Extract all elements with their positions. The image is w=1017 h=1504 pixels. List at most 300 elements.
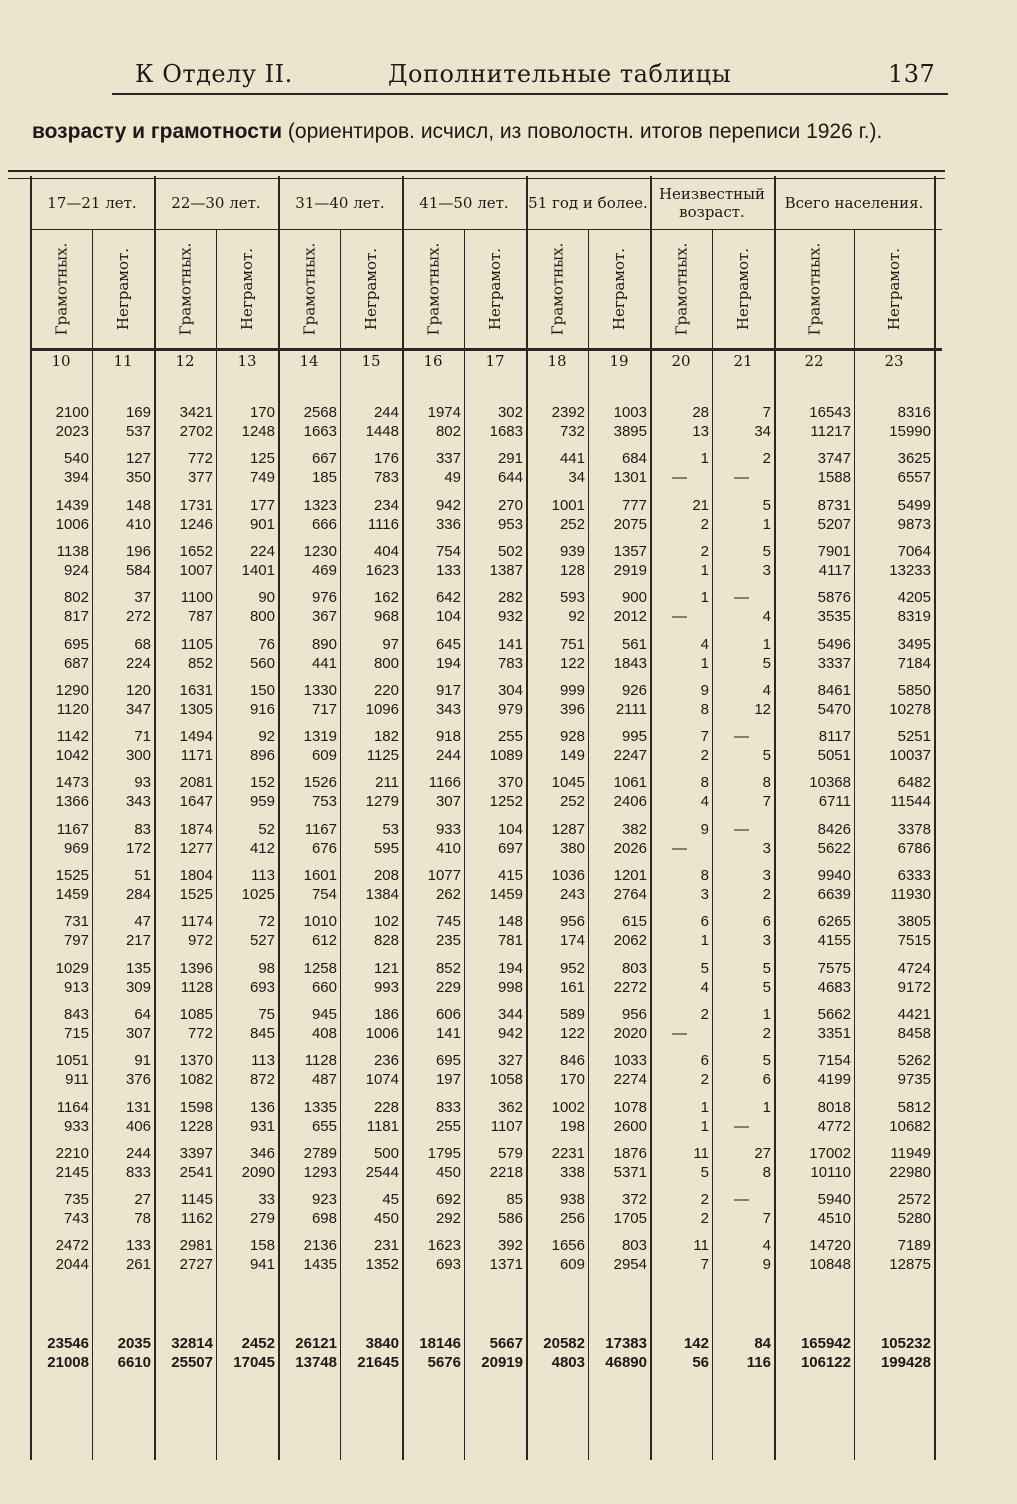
- data-cell: 307: [435, 793, 461, 811]
- data-cell: 1006: [55, 515, 89, 533]
- data-cell: 1096: [365, 700, 399, 718]
- data-cell: 595: [373, 839, 399, 857]
- data-cell: —: [672, 608, 687, 626]
- data-cell: 104: [435, 608, 461, 626]
- data-cell: 150: [249, 681, 275, 699]
- data-cell: 34: [754, 423, 771, 440]
- data-cell: 4: [762, 681, 771, 699]
- data-cell: 843: [63, 1005, 89, 1023]
- data-cell: 98: [258, 959, 275, 977]
- data-cell: 5876: [817, 589, 851, 607]
- data-cell: 92: [568, 608, 585, 626]
- data-cell: 995: [621, 728, 647, 746]
- data-cell: 2100: [55, 404, 89, 421]
- data-cell: 2111: [615, 700, 647, 718]
- data-cell: 731: [63, 913, 89, 931]
- data-cell: 4421: [897, 1005, 931, 1023]
- data-cell: 1330: [303, 681, 337, 699]
- data-cell: 396: [559, 700, 585, 718]
- data-cell: 346: [249, 1144, 275, 1162]
- age-group-header: Неизвестный возраст.: [658, 185, 766, 221]
- literacy-subheader: [217, 234, 277, 344]
- data-cell: 1: [700, 589, 709, 607]
- data-cell: 615: [621, 913, 647, 931]
- data-cell: 890: [311, 635, 337, 653]
- data-cell: 1100: [180, 589, 213, 607]
- data-cell: 833: [435, 1098, 461, 1116]
- total-cell: 26121: [295, 1335, 337, 1352]
- data-cell: 911: [65, 1071, 89, 1089]
- data-cell: 1061: [613, 774, 647, 792]
- data-cell: 1: [762, 635, 771, 653]
- data-cell: 1128: [304, 1052, 337, 1070]
- data-cell: 307: [125, 1024, 151, 1042]
- data-cell: 256: [559, 1210, 585, 1228]
- data-cell: 176: [373, 450, 399, 468]
- data-cell: 182: [373, 728, 399, 746]
- column-number: 10: [51, 352, 71, 370]
- data-cell: 3397: [179, 1144, 213, 1162]
- literacy-subheader-text: Грамотных.: [672, 242, 691, 336]
- data-cell: 5: [762, 542, 771, 560]
- data-cell: 261: [125, 1256, 151, 1274]
- data-cell: 667: [311, 450, 337, 468]
- data-cell: 8: [700, 700, 709, 718]
- data-cell: 3805: [897, 913, 931, 931]
- total-cell: 5676: [427, 1354, 461, 1371]
- data-cell: 502: [497, 542, 523, 560]
- data-cell: 5: [762, 496, 771, 514]
- data-cell: 924: [63, 561, 89, 579]
- data-cell: 3: [762, 932, 771, 950]
- data-cell: 1082: [179, 1071, 213, 1089]
- data-cell: 2023: [55, 423, 89, 440]
- data-cell: 2218: [489, 1163, 523, 1181]
- data-cell: 1663: [303, 423, 337, 440]
- data-cell: 1473: [55, 774, 89, 792]
- data-cell: 11217: [810, 423, 851, 440]
- data-cell: 612: [311, 932, 337, 950]
- data-cell: 5496: [817, 635, 851, 653]
- data-cell: 2: [700, 542, 709, 560]
- data-cell: 343: [125, 793, 151, 811]
- data-cell: 1107: [490, 1117, 523, 1135]
- data-cell: 3747: [817, 450, 851, 468]
- literacy-subheader-text: Грамотных.: [300, 242, 319, 336]
- data-cell: 2: [700, 1210, 709, 1228]
- data-cell: 149: [559, 747, 585, 765]
- data-cell: 10848: [809, 1256, 851, 1274]
- data-cell: 1494: [179, 728, 213, 746]
- data-cell: 370: [497, 774, 523, 792]
- page-number: 137: [888, 60, 936, 88]
- data-cell: 158: [249, 1237, 275, 1255]
- data-cell: 380: [559, 839, 585, 857]
- data-cell: 382: [621, 820, 647, 838]
- data-cell: 83: [134, 820, 151, 838]
- data-cell: 90: [258, 589, 275, 607]
- data-cell: 783: [373, 469, 399, 487]
- data-cell: 2081: [179, 774, 213, 792]
- data-cell: 1301: [613, 469, 647, 487]
- data-cell: 1705: [613, 1210, 647, 1228]
- data-cell: 1007: [179, 561, 213, 579]
- literacy-subheader-text: Неграмот.: [362, 247, 381, 331]
- data-cell: 1051: [55, 1052, 89, 1070]
- data-cell: 1001: [551, 496, 585, 514]
- literacy-subheader: [713, 234, 773, 344]
- data-cell: 695: [435, 1052, 461, 1070]
- data-cell: 450: [373, 1210, 399, 1228]
- data-cell: 3351: [817, 1024, 851, 1042]
- data-cell: 852: [435, 959, 461, 977]
- data-cell: 6: [700, 913, 709, 931]
- data-cell: 53: [382, 820, 399, 838]
- data-cell: 2044: [55, 1256, 89, 1274]
- data-cell: 141: [435, 1024, 461, 1042]
- data-cell: 7901: [817, 542, 851, 560]
- data-cell: 2090: [241, 1163, 275, 1181]
- total-cell: 142: [683, 1335, 709, 1352]
- data-cell: 1396: [179, 959, 213, 977]
- data-cell: 1623: [365, 561, 399, 579]
- data-cell: 1290: [55, 681, 89, 699]
- data-cell: 715: [63, 1024, 89, 1042]
- data-cell: 2012: [613, 608, 647, 626]
- section-reference: К Отделу II.: [135, 60, 293, 88]
- data-cell: 959: [249, 793, 275, 811]
- literacy-subheader: [93, 234, 153, 344]
- data-cell: 645: [435, 635, 461, 653]
- data-cell: 292: [435, 1210, 461, 1228]
- data-cell: 976: [311, 589, 337, 607]
- data-cell: 817: [63, 608, 89, 626]
- data-cell: 2136: [303, 1237, 337, 1255]
- data-cell: 6786: [897, 839, 931, 857]
- data-cell: 8: [700, 867, 709, 884]
- data-cell: 1: [762, 515, 771, 533]
- data-cell: 2247: [613, 747, 647, 765]
- data-cell: 304: [497, 681, 523, 699]
- data-cell: 1601: [303, 867, 337, 884]
- data-cell: 8316: [897, 404, 931, 421]
- data-cell: 1459: [55, 886, 89, 903]
- data-cell: 999: [559, 681, 585, 699]
- data-cell: 394: [63, 469, 89, 487]
- data-cell: 941: [249, 1256, 275, 1274]
- data-cell: 133: [125, 1237, 151, 1255]
- data-cell: 777: [621, 496, 647, 514]
- data-cell: 410: [125, 515, 151, 533]
- data-cell: 803: [621, 1237, 647, 1255]
- data-cell: 194: [497, 959, 523, 977]
- data-cell: 2062: [613, 932, 647, 950]
- data-cell: 3: [762, 839, 771, 857]
- data-cell: 1656: [551, 1237, 585, 1255]
- data-cell: 1174: [180, 913, 213, 931]
- data-cell: 291: [497, 450, 523, 468]
- data-cell: 47: [134, 913, 151, 931]
- data-cell: 4199: [817, 1071, 851, 1089]
- data-cell: 1319: [303, 728, 337, 746]
- data-cell: 1120: [56, 700, 89, 718]
- data-cell: 21: [692, 496, 709, 514]
- data-cell: 749: [249, 469, 275, 487]
- age-group-header: 41—50 лет.: [419, 194, 509, 212]
- data-cell: 469: [311, 561, 337, 579]
- data-cell: 772: [187, 1024, 213, 1042]
- data-cell: 1036: [551, 867, 585, 884]
- data-cell: 560: [249, 654, 275, 672]
- data-cell: 1042: [55, 747, 89, 765]
- data-cell: 14720: [809, 1237, 851, 1255]
- data-cell: 926: [621, 681, 647, 699]
- data-cell: 244: [373, 404, 399, 421]
- data-cell: 913: [63, 978, 89, 996]
- data-cell: 2572: [897, 1191, 931, 1209]
- data-cell: 487: [311, 1071, 337, 1089]
- data-cell: 942: [497, 1024, 523, 1042]
- data-cell: 52: [258, 820, 275, 838]
- data-cell: 2600: [613, 1117, 647, 1135]
- data-cell: 660: [311, 978, 337, 996]
- data-cell: 609: [311, 747, 337, 765]
- data-cell: 1525: [55, 867, 89, 884]
- data-cell: 1384: [365, 886, 399, 903]
- data-cell: 4: [700, 793, 709, 811]
- data-cell: 11544: [890, 793, 931, 811]
- data-cell: 1683: [489, 423, 523, 440]
- data-cell: 2: [762, 886, 771, 903]
- data-cell: 698: [311, 1210, 337, 1228]
- data-cell: 800: [373, 654, 399, 672]
- literacy-subheader: [403, 234, 463, 344]
- literacy-subheader-text: Неграмот.: [610, 247, 629, 331]
- data-cell: 7: [700, 728, 709, 746]
- data-cell: 928: [559, 728, 585, 746]
- data-cell: 642: [435, 589, 461, 607]
- data-cell: 6482: [897, 774, 931, 792]
- total-cell: 17383: [605, 1335, 647, 1352]
- data-cell: 113: [251, 1052, 275, 1070]
- total-cell: 5667: [489, 1335, 523, 1352]
- data-cell: 1166: [428, 774, 461, 792]
- data-cell: 4: [700, 635, 709, 653]
- data-cell: 10682: [889, 1117, 931, 1135]
- data-cell: 337: [435, 450, 461, 468]
- data-cell: 10368: [809, 774, 851, 792]
- total-cell: 105232: [880, 1335, 931, 1352]
- data-cell: —: [734, 728, 749, 746]
- data-cell: 5: [762, 978, 771, 996]
- data-cell: 783: [497, 654, 523, 672]
- data-cell: 113: [251, 867, 275, 884]
- data-cell: 845: [249, 1024, 275, 1042]
- data-cell: 1448: [365, 423, 399, 440]
- data-cell: 1623: [427, 1237, 461, 1255]
- data-cell: 282: [497, 589, 523, 607]
- data-cell: 5280: [897, 1210, 931, 1228]
- data-cell: 1525: [179, 886, 213, 903]
- data-cell: 644: [497, 469, 523, 487]
- data-cell: 131: [125, 1098, 151, 1116]
- data-cell: 732: [559, 423, 585, 440]
- data-cell: 22980: [889, 1163, 931, 1181]
- data-cell: 1366: [55, 793, 89, 811]
- data-cell: 2: [700, 747, 709, 765]
- total-cell: 106122: [800, 1354, 851, 1371]
- data-cell: 97: [382, 635, 399, 653]
- literacy-subheader: [784, 234, 844, 344]
- data-cell: 4: [762, 1237, 771, 1255]
- data-cell: 872: [249, 1071, 275, 1089]
- data-cell: 1138: [56, 542, 89, 560]
- data-cell: —: [734, 1117, 749, 1135]
- total-cell: 165942: [800, 1335, 851, 1352]
- literacy-subheader-text: Грамотных.: [176, 242, 195, 336]
- data-cell: 5051: [817, 747, 851, 765]
- data-cell: 327: [497, 1052, 523, 1070]
- data-cell: 684: [621, 450, 647, 468]
- data-cell: 1: [700, 561, 709, 579]
- data-cell: 376: [125, 1071, 151, 1089]
- data-cell: 1335: [303, 1098, 337, 1116]
- data-cell: 224: [125, 654, 151, 672]
- data-cell: 49: [444, 469, 461, 487]
- data-cell: 2: [762, 450, 771, 468]
- total-cell: 46890: [605, 1354, 647, 1371]
- total-cell: 17045: [233, 1354, 275, 1371]
- data-cell: 1459: [489, 886, 523, 903]
- data-cell: 128: [559, 561, 585, 579]
- data-cell: 2210: [55, 1144, 89, 1162]
- total-cell: 6610: [117, 1354, 151, 1371]
- data-cell: 1795: [427, 1144, 461, 1162]
- data-cell: 693: [249, 978, 275, 996]
- age-group-header: 17—21 лет.: [47, 194, 137, 212]
- age-group-header: 31—40 лет.: [295, 194, 385, 212]
- data-cell: 1252: [489, 793, 523, 811]
- data-cell: 10037: [889, 747, 931, 765]
- data-cell: 753: [311, 793, 337, 811]
- data-cell: 968: [373, 608, 399, 626]
- data-cell: 12875: [889, 1256, 931, 1274]
- data-cell: 235: [435, 932, 461, 950]
- data-cell: 609: [559, 1256, 585, 1274]
- literacy-subheader-text: Неграмот.: [238, 247, 257, 331]
- literacy-subheader: [155, 234, 215, 344]
- data-cell: 2568: [303, 404, 337, 421]
- data-cell: 7154: [817, 1052, 851, 1070]
- data-cell: 1033: [613, 1052, 647, 1070]
- data-cell: 2764: [613, 886, 647, 903]
- data-cell: 9873: [897, 515, 931, 533]
- data-cell: 7184: [897, 654, 931, 672]
- data-cell: 343: [435, 700, 461, 718]
- data-cell: 1279: [365, 793, 399, 811]
- data-cell: 1: [700, 654, 709, 672]
- column-number: 14: [299, 352, 319, 370]
- data-cell: 6: [762, 913, 771, 931]
- data-cell: 1387: [489, 561, 523, 579]
- data-cell: 1078: [613, 1098, 647, 1116]
- data-cell: 136: [249, 1098, 275, 1116]
- section-title: Дополнительные таблицы: [388, 60, 732, 88]
- data-cell: 1: [700, 1117, 709, 1135]
- data-cell: 5470: [817, 700, 851, 718]
- column-number: 18: [547, 352, 567, 370]
- data-cell: 10278: [889, 700, 931, 718]
- data-cell: 939: [559, 542, 585, 560]
- data-cell: 5: [762, 1052, 771, 1070]
- data-cell: 923: [311, 1191, 337, 1209]
- data-cell: 11: [693, 1144, 709, 1162]
- data-cell: 931: [249, 1117, 275, 1135]
- data-cell: 1526: [303, 774, 337, 792]
- data-cell: 2954: [613, 1256, 647, 1274]
- data-cell: 537: [125, 423, 151, 440]
- data-cell: 5262: [897, 1052, 931, 1070]
- data-cell: 5662: [817, 1005, 851, 1023]
- data-cell: 1258: [303, 959, 337, 977]
- data-cell: 125: [249, 450, 275, 468]
- data-cell: 4724: [897, 959, 931, 977]
- data-cell: 8731: [817, 496, 851, 514]
- data-cell: 127: [125, 450, 151, 468]
- data-cell: 697: [497, 839, 523, 857]
- data-cell: 243: [559, 886, 585, 903]
- data-cell: 410: [435, 839, 461, 857]
- data-cell: 2406: [613, 793, 647, 811]
- data-cell: 217: [125, 932, 151, 950]
- column-number: 16: [423, 352, 443, 370]
- data-cell: 692: [435, 1191, 461, 1209]
- data-cell: 76: [258, 635, 275, 653]
- data-cell: 350: [125, 469, 151, 487]
- data-cell: 11949: [890, 1144, 931, 1162]
- data-cell: 152: [249, 774, 275, 792]
- data-cell: 3: [700, 886, 709, 903]
- data-cell: 450: [435, 1163, 461, 1181]
- table-subtitle: [32, 120, 992, 144]
- data-cell: 1029: [55, 959, 89, 977]
- data-cell: 1: [700, 932, 709, 950]
- data-cell: 4510: [817, 1210, 851, 1228]
- data-cell: 2981: [179, 1237, 213, 1255]
- column-number-rule: [30, 348, 942, 351]
- literacy-subheader: [651, 234, 711, 344]
- data-cell: 6: [700, 1052, 709, 1070]
- total-cell: 23546: [47, 1335, 89, 1352]
- data-cell: 797: [63, 932, 89, 950]
- data-cell: 148: [497, 913, 523, 931]
- data-cell: 120: [125, 681, 151, 699]
- column-number: 15: [361, 352, 381, 370]
- data-cell: 262: [435, 886, 461, 903]
- data-cell: 13233: [889, 561, 931, 579]
- data-cell: 309: [125, 978, 151, 996]
- data-cell: 1: [700, 1098, 709, 1116]
- data-cell: 6: [762, 1071, 771, 1089]
- data-cell: 344: [497, 1005, 523, 1023]
- column-number: 11: [113, 352, 133, 370]
- data-cell: 1874: [179, 820, 213, 838]
- data-cell: 33: [258, 1191, 275, 1209]
- age-group-header: Всего населения.: [784, 194, 924, 212]
- literacy-subheader: [864, 234, 924, 344]
- data-cell: 1631: [179, 681, 213, 699]
- data-cell: 2: [700, 1005, 709, 1023]
